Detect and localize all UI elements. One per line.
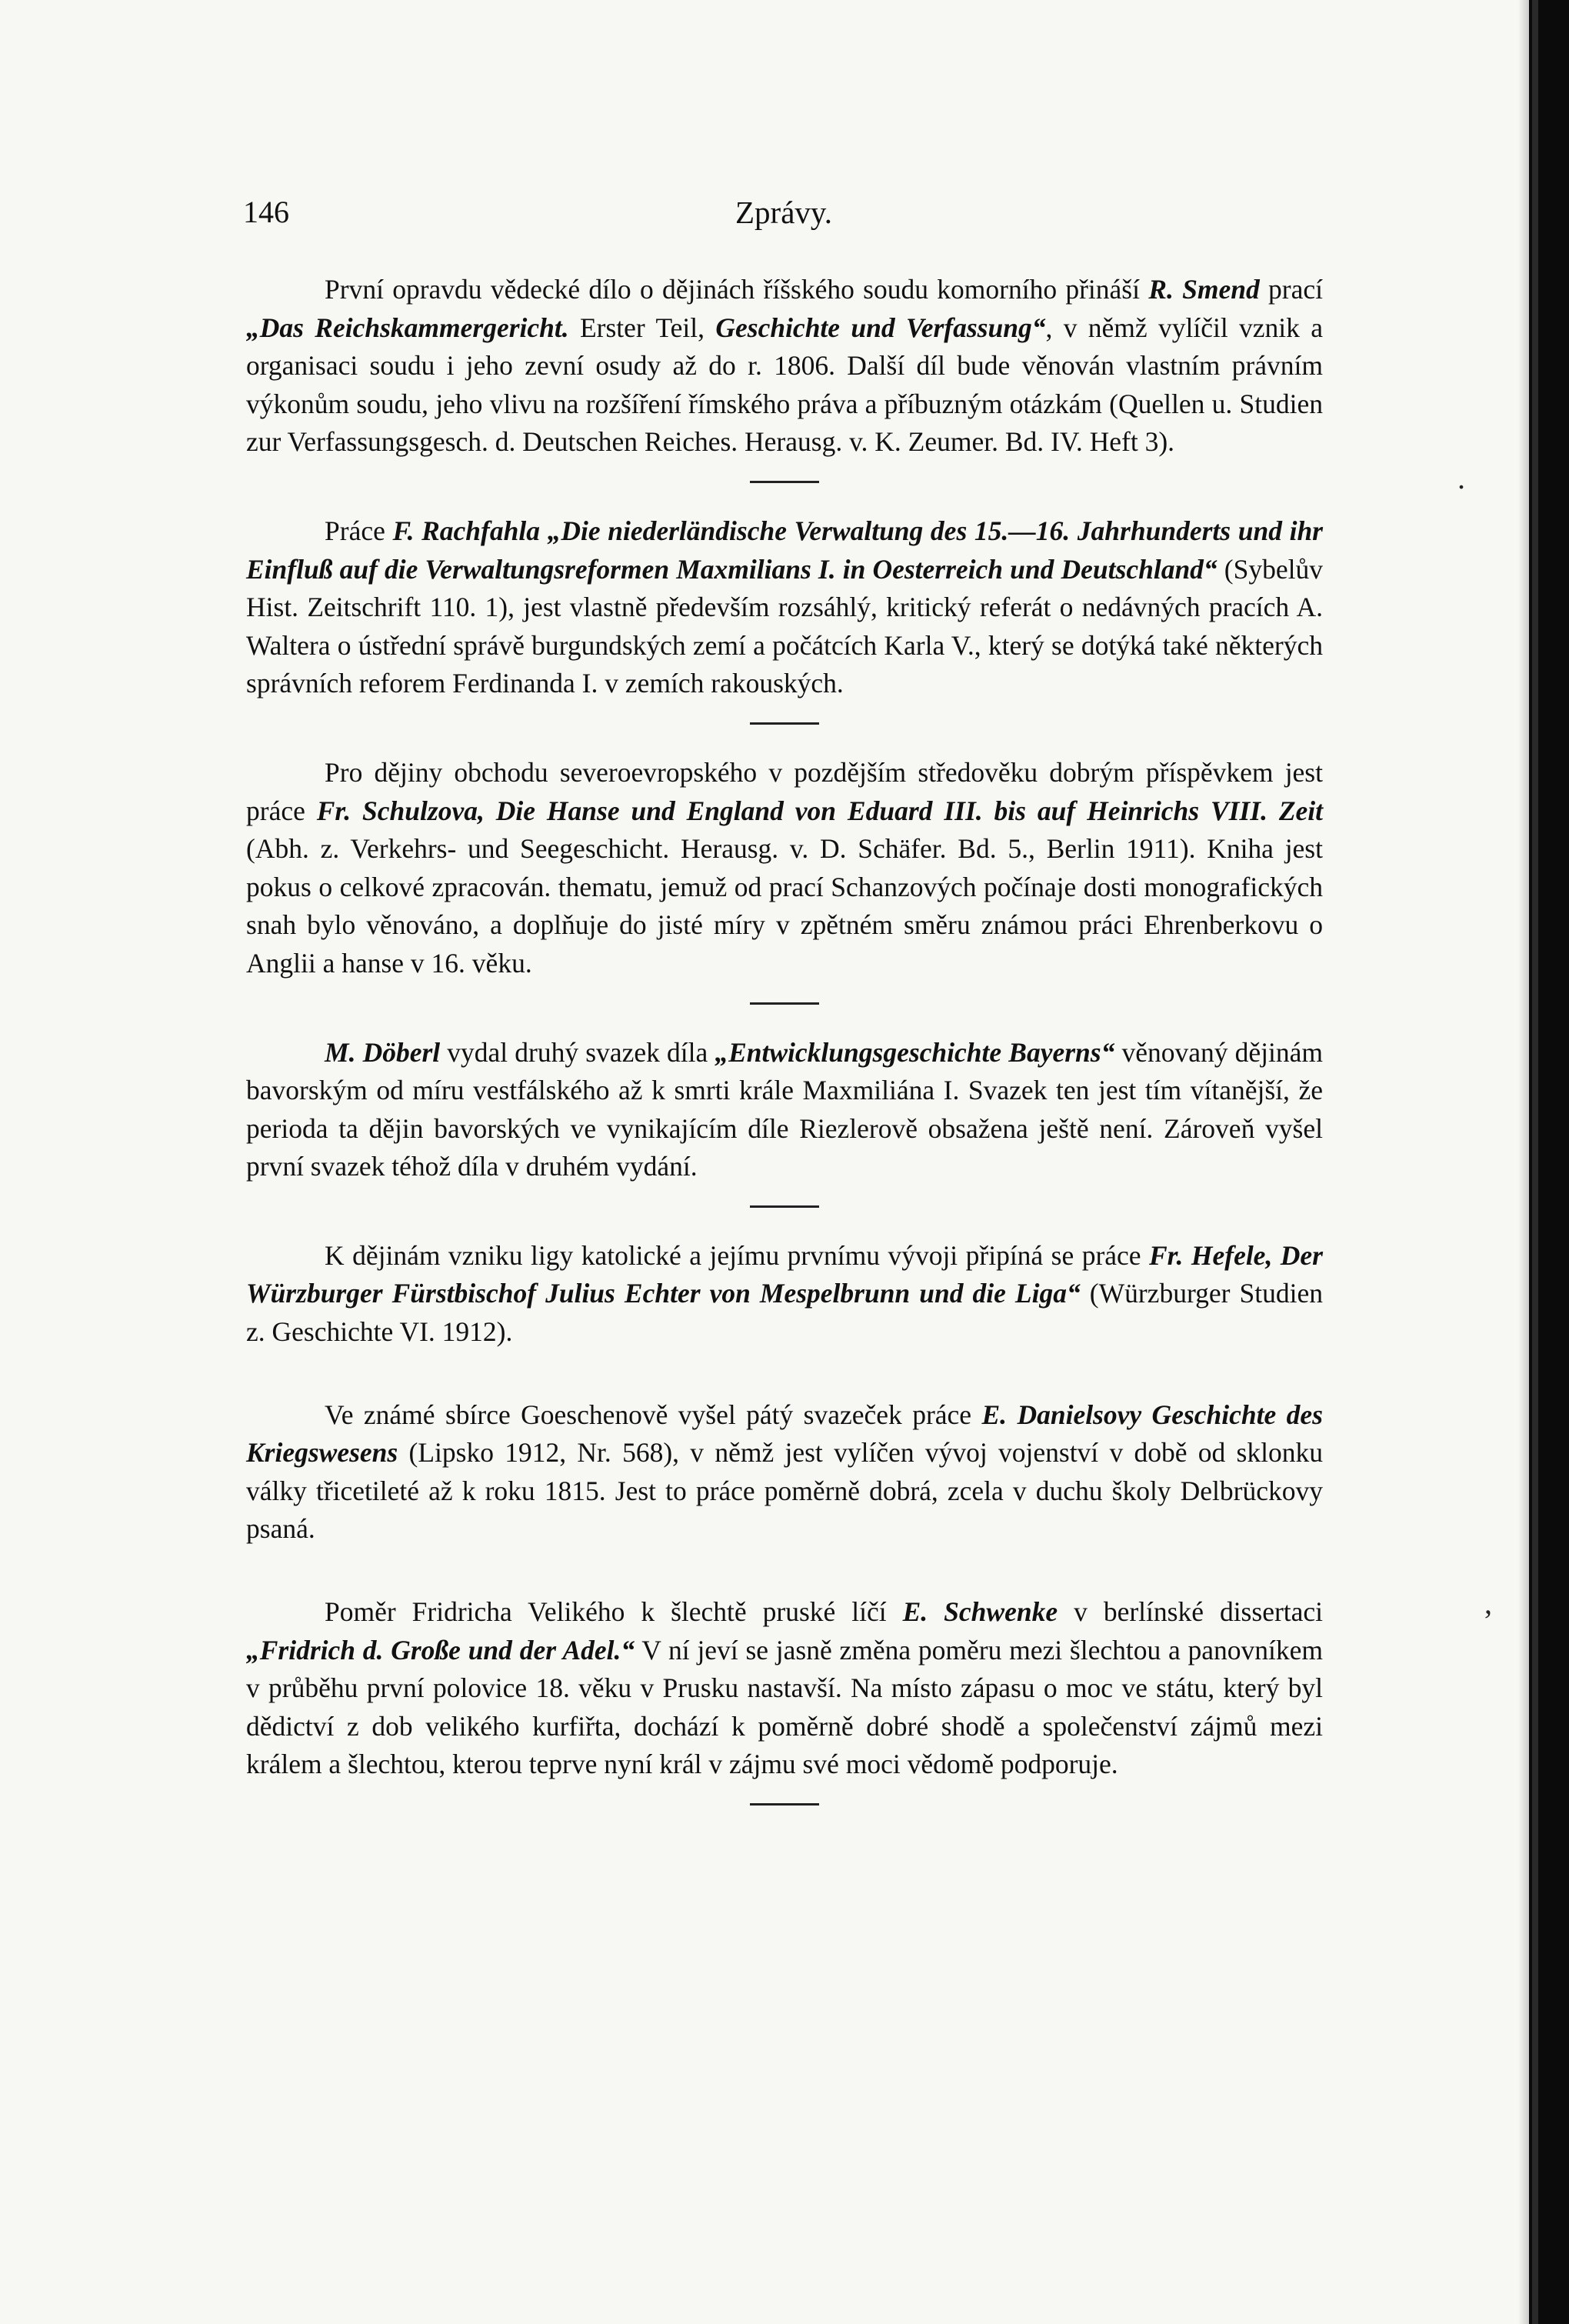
italic-citation: „Das Reichskammergericht.: [246, 312, 569, 343]
scan-edge-bar: [1532, 0, 1538, 2324]
paragraph-gap: [246, 1549, 1323, 1593]
italic-citation: F. Rachfahla „Die niederländische Verwaltung des 15.—16. Jahrhunderts und ihr Einfluß auf die Verwaltungsreformen Maxmilians I. in Oesterreich und Deutschland“: [246, 515, 1323, 585]
text-run: Ve známé sbírce Goeschenově vyšel pátý svazeček práce: [325, 1399, 982, 1430]
italic-citation: E. Schwenke: [902, 1596, 1058, 1628]
italic-citation: R. Smend: [1148, 274, 1260, 305]
text-run: Erster Teil,: [568, 312, 716, 343]
running-title: Zprávy.: [735, 195, 832, 230]
text-run: Práce: [325, 515, 393, 546]
text-run: K dějinám vzniku ligy katolické a jejímu prvnímu vývoji připíná se práce: [325, 1239, 1149, 1271]
italic-citation: „Fridrich d. Große und der Adel.“: [246, 1634, 635, 1665]
text-run: v berlínské dissertaci: [1058, 1596, 1324, 1628]
paragraph: [246, 271, 1323, 462]
section-separator-rule: [750, 1002, 819, 1005]
italic-citation: Fr. Hefele, Der Würzburger Fürstbischof Julius Echter von Mespelbrunn und die Liga“: [246, 1239, 1323, 1309]
text-run: (Abh. z. Verkehrs- und Seegeschicht. Herausg. v. D. Schäfer. Bd. 5., Berlin 1911). Kniha jest pokus o celkové zpracován. thematu, jemuž od prací Schanzových počínaje dosti monografických snah bylo věnováno, a doplňuje do jisté míry v zpětném směru známou práci Ehrenberkovu o Anglii a hanse v 16. věku.: [246, 833, 1323, 979]
text-run: První opravdu vědecké dílo o dějinách říšského soudu komorního přináší: [325, 274, 1149, 305]
italic-citation: E. Danielsovy Geschichte des Kriegswesens: [246, 1399, 1323, 1469]
italic-citation: M. Döberl: [325, 1036, 441, 1068]
section-separator-rule: [750, 1803, 819, 1806]
italic-citation: Geschichte und Verfassung“: [715, 312, 1046, 343]
italic-citation: Fr. Schulzova, Die Hanse und England von Eduard III. bis auf Heinrichs VIII. Zeit: [316, 795, 1324, 826]
paragraph: [246, 1034, 1323, 1186]
text-run: prací: [1259, 274, 1323, 305]
text-run: (Würzburger Studien z. Geschichte VI. 1912).: [246, 1278, 1323, 1348]
text-run: Pro dějiny obchodu severoevropského v pozdějším středověku dobrým příspěvkem jest práce: [246, 756, 1323, 826]
text-run: V ní jeví se jasně změna poměru mezi šlechtou a panovníkem v průběhu první polovice 18. věku v Prusku nastavší. Na místo zápasu o moc ve státu, který byl dědictví z dob velikého kurfiřta, dochází k poměrně dobré shodě a společenství zájmů mezi králem a šlechtou, kterou teprve nyní král v zájmu své moci vědomě podporuje.: [246, 1634, 1323, 1780]
paragraph-gap: [246, 1352, 1323, 1396]
section-separator-rule: [750, 1205, 819, 1208]
page-number: 146: [243, 195, 289, 229]
text-run: vydal druhý svazek díla: [440, 1036, 715, 1068]
scan-edge-strip: [1529, 0, 1569, 2324]
text-run: , v němž vylíčil vznik a organisaci soudu i jeho zevní osudy až do r. 1806. Další díl bude věnován vlastním právním výkonům soudu, jeho vlivu na rozšíření římského práva a příbuzným otázkám (Quellen u. Studien zur Verfassungsgesch. d. Deutschen Reiches. Herausg. v. K. Zeumer. Bd. IV. Heft 3).: [246, 312, 1324, 458]
text-run: (Lipsko 1912, Nr. 568), v němž jest vylíčen vývoj vojenství v době od sklonku války třicetileté až k roku 1815. Jest to práce poměrně dobrá, zcela v duchu školy Delbrückovy psaná.: [246, 1437, 1323, 1545]
margin-mark: ’: [1483, 1603, 1494, 1638]
paragraph: [246, 1593, 1323, 1784]
paragraph: [246, 1396, 1323, 1549]
article-body: [246, 271, 1323, 1835]
italic-citation: „Entwicklungsgeschichte Bayerns“: [715, 1036, 1115, 1068]
paragraph: [246, 1237, 1323, 1352]
text-run: věnovaný dějinám bavorským od míru vestfálského až k smrti krále Maxmiliána I. Svazek ten jest tím vítanější, že perioda ta dějin bavorských ve vynikajícím díle Riezlerově obsažena ještě není. Zároveň vyšel první svazek téhož díla v druhém vydání.: [246, 1036, 1323, 1182]
margin-mark: .: [1457, 461, 1465, 495]
page-edge-shadow: [1518, 0, 1529, 2324]
text-run: (Sybelův Hist. Zeitschrift 110. 1), jest vlastně především rozsáhlý, kritický referát o nedávných pracích A. Waltera o ústřední správě burgundských zemí a počátcích Karla V., který se dotýká také některých správních reforem Ferdinanda I. v zemích rakouských.: [246, 553, 1323, 699]
section-separator-rule: [750, 722, 819, 725]
page-header: [243, 194, 1324, 240]
text-run: Poměr Fridricha Velikého k šlechtě pruské líčí: [325, 1596, 903, 1628]
paragraph: [246, 754, 1323, 983]
paragraph: [246, 512, 1323, 703]
section-separator-rule: [750, 481, 819, 483]
